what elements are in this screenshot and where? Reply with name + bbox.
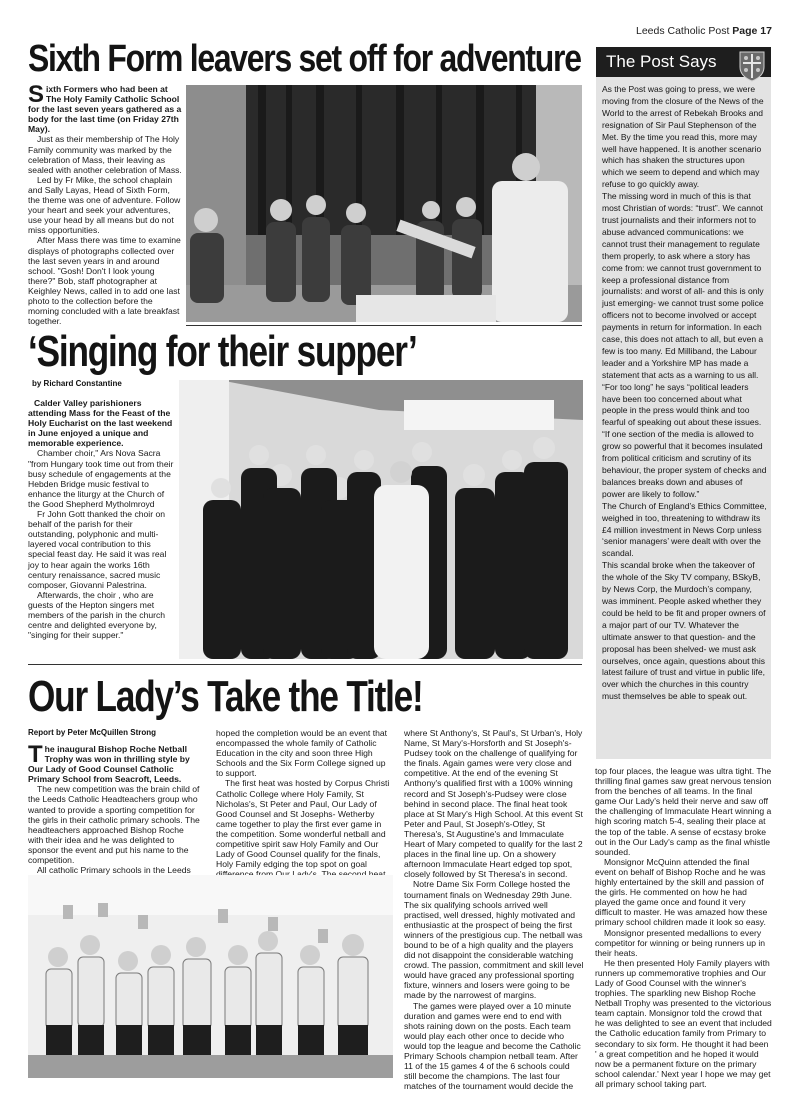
story2-byline: by Richard Constantine — [32, 379, 122, 388]
story1-paragraph: After Mass there was time to examine displays of photographs collected over the last seven years in and around school. "Gosh! Don't I look young there?" Bob, staff photographer at Keighley News, called in to add one last photo to the collection before the morning concluded with a late breakfast together. — [28, 235, 181, 327]
post-says-header — [596, 47, 771, 77]
page-number: Page 17 — [732, 25, 772, 37]
post-says-box — [596, 47, 771, 759]
story3-lead: he inaugural Bishop Roche Netball Trophy was won in thrilling style by Our Lady of Good Counsel Catholic Primary School from Seacroft, Leeds. — [28, 744, 190, 785]
story3-paragraph: The games were played over a 10 minute duration and games were end to end with shots raining down on the posts. Each team would play each other once to decide who would top the league and become the Catholic Primary Schools champion netball team. After 11 of the 15 games 4 of the 6 schools could still become the champions. The last four matches of the tournament would decide the — [404, 1000, 581, 1092]
publication-name: Leeds Catholic Post — [635, 25, 730, 37]
post-says-title: The Post Says — [606, 52, 717, 71]
story2-lead: Calder Valley parishioners attending Mass for the Feast of the Holy Eucharist on the last weekend in June enjoyed a unique and memorable experience. — [28, 398, 173, 449]
post-says-paragraph: As the Post was going to press, we were moving from the closure of the News of the World to the arrest of Rebekah Brooks and resignation of Sir Paul Stephenson of the Met. By the time you read this, more may well have happened. It is another scenario which has shaken the structures upon which we seem to depend and which may refuse to go quickly away. — [602, 84, 764, 190]
story1-drop-cap: S — [28, 81, 45, 108]
story3-paragraph: Monsignor presented medallions to every competitor for winning or being runners up in their heats. — [595, 927, 766, 958]
students-at-mass-photo — [186, 85, 582, 322]
post-says-paragraph: The Church of England’s Ethics Committee, weighed in too, threatening to withdraw its £4 million investment in News Corp unless ‘senior managers’ were dealt with over the scandal. — [602, 500, 767, 559]
story2-photo — [179, 380, 583, 659]
story3-drop-cap: T — [28, 741, 43, 768]
post-says-paragraph: The missing word in much of this is that most Christian of words: “trust”. We cannot trust journalists and their informers not to abuse advanced communications: we cannot trust their management to regulate them properly, to ask where a story has come from: we cannot trust government to keep a professional distance from journalists: and worst of all- and this is only just emerging- we cannot trust some police officers not to become involved or accept payments in return for information. In each case, this does not attach to all, but even a few is too many. Ed Milliband, the Labour leader and a Yorkshire MP has made a statement that acts as a warning to us all. “For too long” he says “political leaders have been too concerned about what people in the press would think and too fearful of speaking out about these issues. — [602, 191, 764, 428]
story2-text — [28, 398, 174, 640]
running-head — [636, 25, 772, 37]
story1-photo — [186, 85, 582, 322]
story3-paragraph: top four places, the league was ultra tight. The thrilling final games saw great nervous tension from the benches of all teams. In the final game Our Lady's held their nerve and saw off the challenging of Immaculate Heart winning a high scoring match 5-4, sealing their place at the top of the table. A sense of ecstasy broke out in the Our Lady's camp as the final whistle sounded. — [595, 766, 772, 857]
story3-paragraph: Notre Dame Six Form College hosted the tournament finals on Wednesday 29th June. The six qualifying schools arrived well practised, well dressed, highly motivated and enthusiastic at the prospect of being the first winners of the prestigious cup. The netball was bound to be of a high quality and the players did not disappoint the considerable watching crowd. The passion, commitment and skill level would have graced any professional sporting fixture, winners and losers were going to be made by the narrowest of margins. — [404, 879, 584, 1001]
story2-paragraph: Fr John Gott thanked the choir on behalf of the parish for their outstanding, polyphonic and multi-layered vocal contribution to this special feast day. He said it was real joy to hear again the works 16th century renaissance, sacred music composer, Giovanni Palestrina. — [28, 509, 167, 590]
story2-paragraph: Afterwards, the choir , who are guests of the Hepton singers met members of the parish in the church centre and delighted everyone by, "singing for their supper." — [28, 589, 166, 641]
story3-photo — [28, 875, 393, 1078]
story3-column-4 — [595, 766, 772, 1089]
choir-group-photo — [179, 380, 583, 659]
story3-paragraph: He then presented Holy Family players with runners up commemorative trophies and Our Lady of Good Counsel with the winner's trophies. The sparkling new Bishop Roche Netball Trophy was presented to the victorious team captain. Monsignor told the crowd that he was delighted to see an event that included the Catholic education family from Primary to secondary to six form. He thought it had been ' a great competition and he hoped it would now be a permanent fixture on the primary school calendar.' Next year I hope we may get all primary school taking part. — [595, 957, 772, 1089]
story3-headline: Our Lady’s Take the Title! — [28, 672, 423, 721]
story3-column-2 — [216, 728, 393, 890]
post-says-paragraph: “If one section of the media is allowed to grow so powerful that it becomes insulated from political criticism and scrutiny of its behaviour, the proper system of checks and balances breaks down and abuses of power are likely to follow.” — [602, 429, 767, 499]
story3-paragraph: All catholic Primary schools in the Leeds — [37, 865, 191, 876]
post-says-text — [602, 84, 767, 703]
story3-paragraph: hoped the completion would be an event that encompassed the whole family of Catholic Education in the city and soon three High Schools and the Six Form College signed up to support. — [216, 728, 388, 779]
diocese-crest-icon — [737, 49, 767, 83]
story2-paragraph: Chamber choir," Ars Nova Sacra "from Hungary took time out from their busy schedule of engagements at the Hebden Bridge music festival to enhance the liturgy at the Church of the Good Shepherd Mytholmroyd — [28, 448, 174, 509]
story1-paragraph: Led by Fr Mike, the school chaplain and Sally Layas, Head of Sixth Form, the theme was one of adventure. Follow your heart and seek your adventures, use your head by all means but do not miss opportunities. — [28, 174, 181, 236]
story2-headline: ‘Singing for their supper’ — [28, 327, 417, 376]
story1-headline: Sixth Form leavers set off for adventure — [28, 38, 581, 80]
divider — [186, 325, 582, 326]
story3-paragraph: where St Anthony's, St Paul's, St Urban's, Holy Name, St Mary's-Horsforth and St Joseph's- Pudsey took on the challenge of qualifying for the finals. Again games were very close and competitive. At the end of the evening St Anthony's qualified first with a 100% winning record and St Joseph's-Pudsey were close behind in second place. The final heat took place at St Mary's High School. At this event St Peter and Paul, St Joseph's-Otley, St Theresa's, St Augustine's and Immaculate Heart of Mary competed to qualify for the last 2 places in the final line up. On a showery afternoon Immaculate Heart edged top spot, closely followed by St Theresa's in second. — [404, 728, 583, 880]
story1-lead: ixth Formers who had been at The Holy Family Catholic School for the last seven years gathered as a body for the last time (on Friday 27th May). — [28, 84, 182, 135]
story3-paragraph: Monsignor McQuinn attended the final event on behalf of Bishop Roche and he was highly entertained by the skill and passion of the girls. He commented on how he had played the game once and found it very difficult to master. He was amazed how these primary school children made it look so easy. — [595, 856, 768, 928]
divider — [28, 664, 582, 665]
post-says-paragraph: This scandal broke when the takeover of the whole of the Sky TV company, BSkyB, by News Corp, the Murdoch’s company, was imminent. People asked whether they could be held to be fit and proper owners of a major part of our TV. Whatever the ultimate answer to that question- and the proposal has been shelved- we must ask ourselves, once again, questions about this latest failure of trust and virtue in public life, over which the churches in this country must themselves be able to speak out. — [602, 560, 766, 702]
story1-text — [28, 81, 182, 327]
story3-paragraph: The new competition was the brain child of the Leeds Catholic Headteachers group who wanted to provide a sporting competition for the girls in their catholic primary schools. The headteachers approached Bishop Roche with their idea and he was delighted to sponsor the event and put his name to the competition. — [28, 784, 200, 866]
story3-column-3 — [404, 728, 584, 1091]
story3-byline: Report by Peter McQuillen Strong — [28, 728, 157, 737]
story1-paragraph: Just as their membership of The Holy Family community was marked by the celebration of Mass, their leaving as sealed with another celebration of Mass. — [28, 134, 182, 175]
netball-team-trophies-photo — [28, 875, 393, 1078]
story3-paragraph: The first heat was hosted by Corpus Christi Catholic College where Holy Family, St Nicholas's, St Peter and Paul, Our Lady of Good Counsel and St Josephs- Wetherby came together to play the first ever game in the competition. Some wonderful netball and competitive spirit saw Holy Family and Our Lady of Good Counsel qualify for the finals, Holy Family edging the top spot on goal — [216, 778, 390, 870]
